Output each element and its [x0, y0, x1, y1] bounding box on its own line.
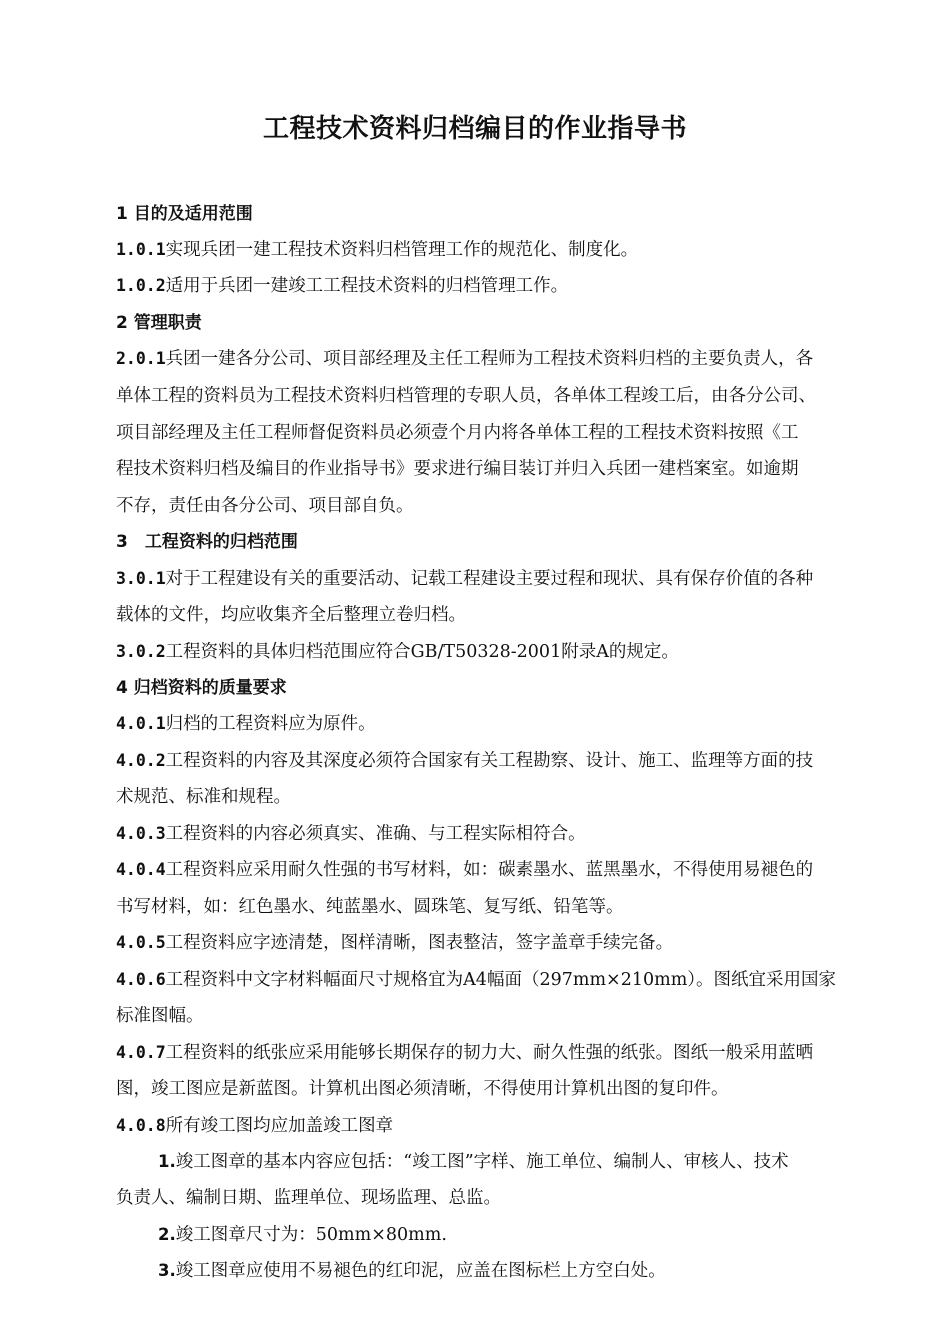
section-heading-2: 2 管理职责 [116, 313, 202, 333]
clause-text: 工程资料应字迹清楚，图样清晰，图表整洁，签字盖章手续完备。 [165, 933, 674, 953]
clause-number: 4.0.3 [116, 824, 166, 843]
clause-4-0-3 [116, 822, 586, 846]
subitem-text: 竣工图章尺寸为：50mm×80mm. [175, 1225, 447, 1245]
section-heading-4: 4 归档资料的质量要求 [116, 678, 287, 698]
clause-4-0-6-cont-1: 标准图幅。 [116, 1006, 204, 1026]
subitem-text: 竣工图章的基本内容应包括：“竣工图”字样、施工单位、编制人、审核人、技术 [175, 1152, 789, 1172]
clause-3-0-1 [116, 567, 813, 591]
clause-2-0-1-cont-4: 不存，责任由各分公司、项目部自负。 [116, 496, 414, 516]
clause-number: 3.0.2 [116, 642, 166, 661]
clause-4-0-7 [116, 1041, 813, 1065]
clause-number: 4.0.1 [116, 714, 166, 733]
section-heading-3: 3 工程资料的归档范围 [116, 532, 298, 552]
clause-number: 4.0.5 [116, 933, 166, 952]
clause-text: 工程资料的内容及其深度必须符合国家有关工程勘察、设计、施工、监理等方面的技 [165, 751, 814, 771]
clause-2-0-1 [116, 347, 813, 371]
clause-text: 适用于兵团一建竣工工程技术资料的归档管理工作。 [165, 276, 569, 296]
clause-2-0-1-cont-1: 单体工程的资料员为工程技术资料归档管理的专职人员，各单体工程竣工后，由各分公司、 [116, 386, 816, 406]
clause-text: 兵团一建各分公司、项目部经理及主任工程师为工程技术资料归档的主要负责人，各 [165, 349, 814, 369]
clause-2-0-1-cont-3: 程技术资料归档及编目的作业指导书》要求进行编目装订并归入兵团一建档案室。如逾期 [116, 459, 799, 479]
clause-4-0-7-cont-1: 图，竣工图应是新蓝图。计算机出图必须清晰，不得使用计算机出图的复印件。 [116, 1079, 729, 1099]
subitem-number: 1. [158, 1152, 176, 1171]
clause-text: 归档的工程资料应为原件。 [165, 714, 376, 734]
clause-number: 4.0.7 [116, 1043, 166, 1062]
clause-number: 2.0.1 [116, 349, 166, 368]
clause-1-0-2 [116, 274, 568, 298]
clause-text: 工程资料应采用耐久性强的书写材料，如：碳素墨水、蓝黑墨水，不得使用易褪色的 [165, 860, 814, 880]
clause-text: 工程资料的内容必须真实、准确、与工程实际相符合。 [165, 824, 586, 844]
clause-text: 工程资料的纸张应采用能够长期保存的韧力大、耐久性强的纸张。图纸一般采用蓝晒 [165, 1043, 814, 1063]
clause-text: 工程资料中文字材料幅面尺寸规格宜为A4幅面（297mm×210mm）。图纸宜采用国家 [165, 970, 837, 990]
clause-3-0-2 [116, 640, 679, 664]
subitem-number: 2. [158, 1225, 176, 1244]
clause-4-0-4-cont-1: 书写材料，如：红色墨水、纯蓝墨水、圆珠笔、复写纸、铅笔等。 [116, 897, 624, 917]
clause-number: 1.0.1 [116, 240, 166, 259]
clause-number: 4.0.2 [116, 751, 166, 770]
clause-text: 实现兵团一建工程技术资料归档管理工作的规范化、制度化。 [165, 240, 639, 260]
clause-text: 对于工程建设有关的重要活动、记载工程建设主要过程和现状、具有保存价值的各种 [165, 569, 814, 589]
subitem-number: 3. [158, 1261, 176, 1280]
clause-3-0-1-cont-1: 载体的文件，均应收集齐全后整理立卷归档。 [116, 605, 466, 625]
subitem-text: 竣工图章应使用不易褪色的红印泥，应盖在图标栏上方空白处。 [175, 1261, 666, 1281]
section-heading-1: 1 目的及适用范围 [116, 204, 253, 224]
subitem-1 [158, 1150, 789, 1174]
clause-number: 4.0.6 [116, 970, 166, 989]
clause-text: 工程资料的具体归档范围应符合GB/T50328-2001附录A的规定。 [165, 642, 679, 662]
clause-4-0-2-cont-1: 术规范、标准和规程。 [116, 787, 291, 807]
clause-4-0-5 [116, 931, 673, 955]
clause-4-0-2 [116, 749, 813, 773]
subitem-2 [158, 1223, 447, 1247]
clause-4-0-1 [116, 712, 376, 736]
clause-4-0-6 [116, 968, 836, 992]
clause-4-0-8 [116, 1114, 393, 1138]
clause-1-0-1 [116, 238, 638, 262]
clause-number: 3.0.1 [116, 569, 166, 588]
clause-number: 1.0.2 [116, 276, 166, 295]
clause-number: 4.0.8 [116, 1116, 166, 1135]
clause-2-0-1-cont-2: 项目部经理及主任工程师督促资料员必须壹个月内将各单体工程的工程技术资料按照《工 [116, 423, 799, 443]
clause-number: 4.0.4 [116, 860, 166, 879]
subitem-3 [158, 1259, 666, 1283]
clause-text: 所有竣工图均应加盖竣工图章 [165, 1116, 394, 1136]
clause-4-0-4 [116, 858, 813, 882]
document-title: 工程技术资料归档编目的作业指导书 [262, 114, 687, 144]
subitem-1-cont-1: 负责人、编制日期、监理单位、现场监理、总监。 [116, 1188, 501, 1208]
